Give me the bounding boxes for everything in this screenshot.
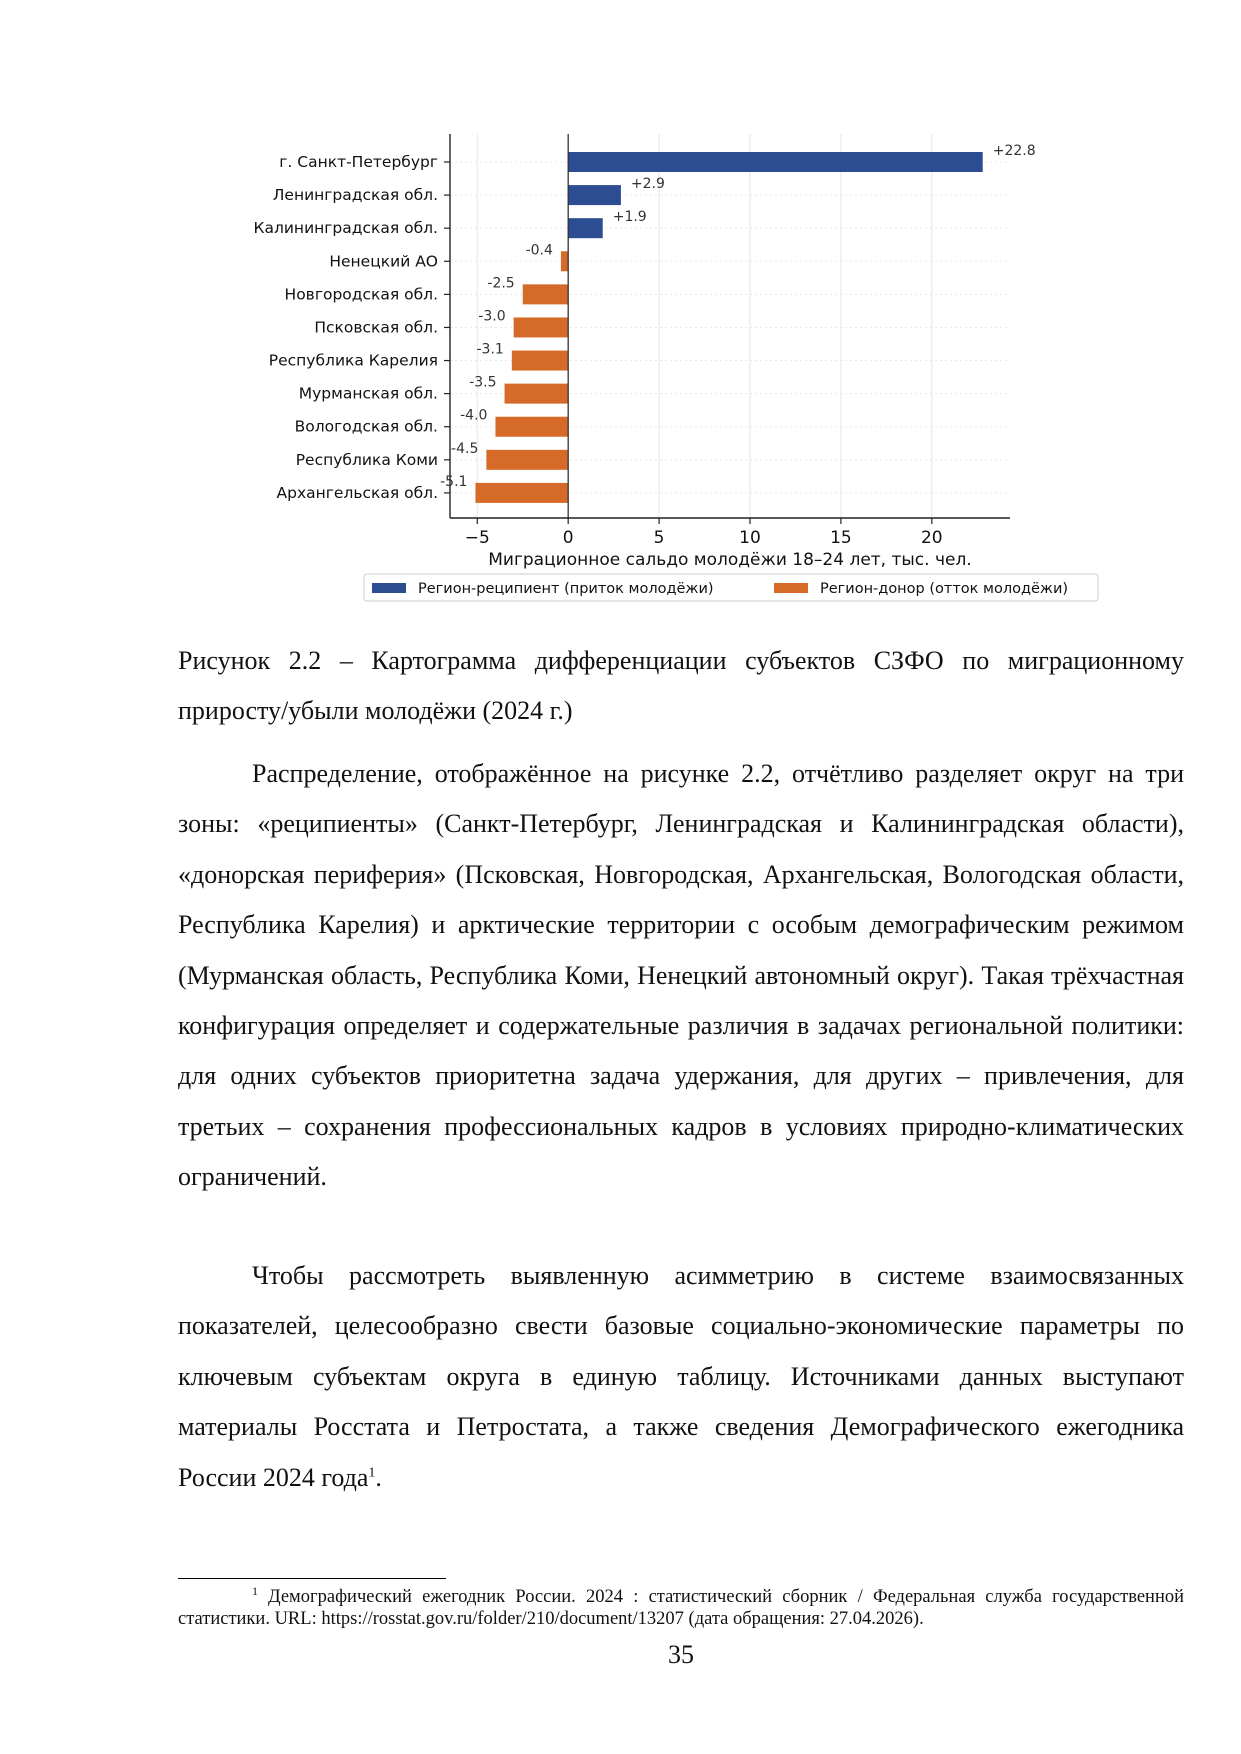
- x-axis-label: Миграционное сальдо молодёжи 18–24 лет, тыс. чел.: [488, 550, 972, 570]
- page-number: 35: [668, 1640, 694, 1669]
- bar-0: [568, 152, 983, 172]
- bar-3: [561, 251, 568, 271]
- category-label-1: Ленинградская обл.: [272, 186, 438, 205]
- chart-labels: [253, 143, 1035, 570]
- category-label-2: Калининградская обл.: [253, 219, 438, 238]
- value-label-5: -3.0: [478, 308, 506, 325]
- bar-2: [568, 218, 603, 238]
- x-tick-label-5: 20: [920, 528, 943, 548]
- category-label-0: г. Санкт-Петербург: [279, 153, 438, 171]
- legend-label-0: Регион-реципиент (приток молодёжи): [418, 581, 714, 597]
- bar-5: [514, 317, 569, 337]
- category-label-10: Архангельская обл.: [276, 483, 438, 502]
- value-label-2: +1.9: [612, 209, 647, 226]
- category-label-4: Новгородская обл.: [284, 285, 438, 304]
- chart-legend: [364, 574, 1098, 601]
- value-label-10: -5.1: [440, 473, 468, 490]
- x-tick-label-3: 10: [739, 528, 761, 548]
- bar-7: [505, 384, 569, 404]
- value-label-7: -3.5: [469, 374, 497, 391]
- category-label-8: Вологодская обл.: [294, 417, 438, 436]
- category-label-7: Мурманская обл.: [298, 384, 438, 403]
- value-label-6: -3.1: [476, 341, 504, 358]
- value-label-4: -2.5: [487, 275, 515, 292]
- value-label-3: -0.4: [525, 242, 553, 259]
- value-label-9: -4.5: [451, 440, 479, 457]
- bar-1: [568, 185, 621, 205]
- migration-bar-chart: [0, 0, 1241, 620]
- bar-9: [486, 450, 568, 470]
- category-label-5: Псковская обл.: [314, 318, 438, 337]
- paragraph-2: [178, 1251, 1184, 1503]
- footnote-reference: 1: [368, 1464, 376, 1480]
- value-label-0: +22.8: [992, 143, 1036, 159]
- footnote-text: Демографический ежегодник России. 2024 : статистический сборник / Федеральная служба государственной статистики. URL: https://rosstat.gov.ru/folder/210/document/13207 (дата обращения: 27.04.2026).: [178, 1587, 1184, 1629]
- paragraph-2-text: Чтобы рассмотреть выявленную асимметрию в системе взаимосвязанных показателей, целесообразно свести базовые социально-экономические параметры по ключевым субъектам округа в единую таблицу. Источниками данных выступают материалы Росстата и Петростата, а также сведения Демографического ежегодника России 2024 года: [178, 1261, 1184, 1492]
- footnote-marker: 1: [252, 1583, 258, 1598]
- value-label-1: +2.9: [630, 176, 665, 193]
- bar-4: [523, 284, 568, 304]
- legend-swatch-1: [774, 583, 808, 593]
- category-label-3: Ненецкий АО: [329, 252, 438, 271]
- paragraph-1: Распределение, отображённое на рисунке 2.2, отчётливо разделяет округ на три зоны: «реципиенты» (Санкт-Петербург, Ленинградская и Калининградская области), «донорская периферия» (Псковская, Новгородская, Архангельская, Вологодская области, Республика Карелия) и арктические территории с особым демографическим режимом (Мурманская область, Республика Коми, Ненецкий автономный округ). Такая трёхчастная конфигурация определяет и содержательные различия в задачах региональной политики: для одних субъектов приоритетна задача удержания, для других – привлечения, для третьих – сохранения профессиональных кадров в условиях природно-климатических ограничений.: [178, 759, 1184, 1192]
- x-tick-label-1: 0: [562, 528, 574, 548]
- value-label-8: -4.0: [460, 407, 488, 424]
- bar-6: [512, 351, 568, 371]
- category-label-6: Республика Карелия: [268, 351, 438, 370]
- figure-caption: Рисунок 2.2 – Картограмма дифференциации субъектов СЗФО по миграционному приросту/убыли молодёжи (2024 г.): [178, 646, 1184, 725]
- x-tick-label-4: 15: [830, 528, 852, 548]
- bar-8: [495, 417, 568, 437]
- legend-swatch-0: [372, 583, 406, 593]
- x-tick-label-0: −5: [464, 528, 490, 548]
- footnote: [178, 1583, 1184, 1630]
- paragraph-2-period: .: [375, 1462, 382, 1492]
- category-label-9: Республика Коми: [295, 450, 438, 469]
- bar-10: [475, 483, 568, 503]
- x-tick-label-2: 5: [653, 528, 665, 548]
- legend-label-1: Регион-донор (отток молодёжи): [820, 581, 1069, 597]
- footnote-divider: [178, 1578, 446, 1579]
